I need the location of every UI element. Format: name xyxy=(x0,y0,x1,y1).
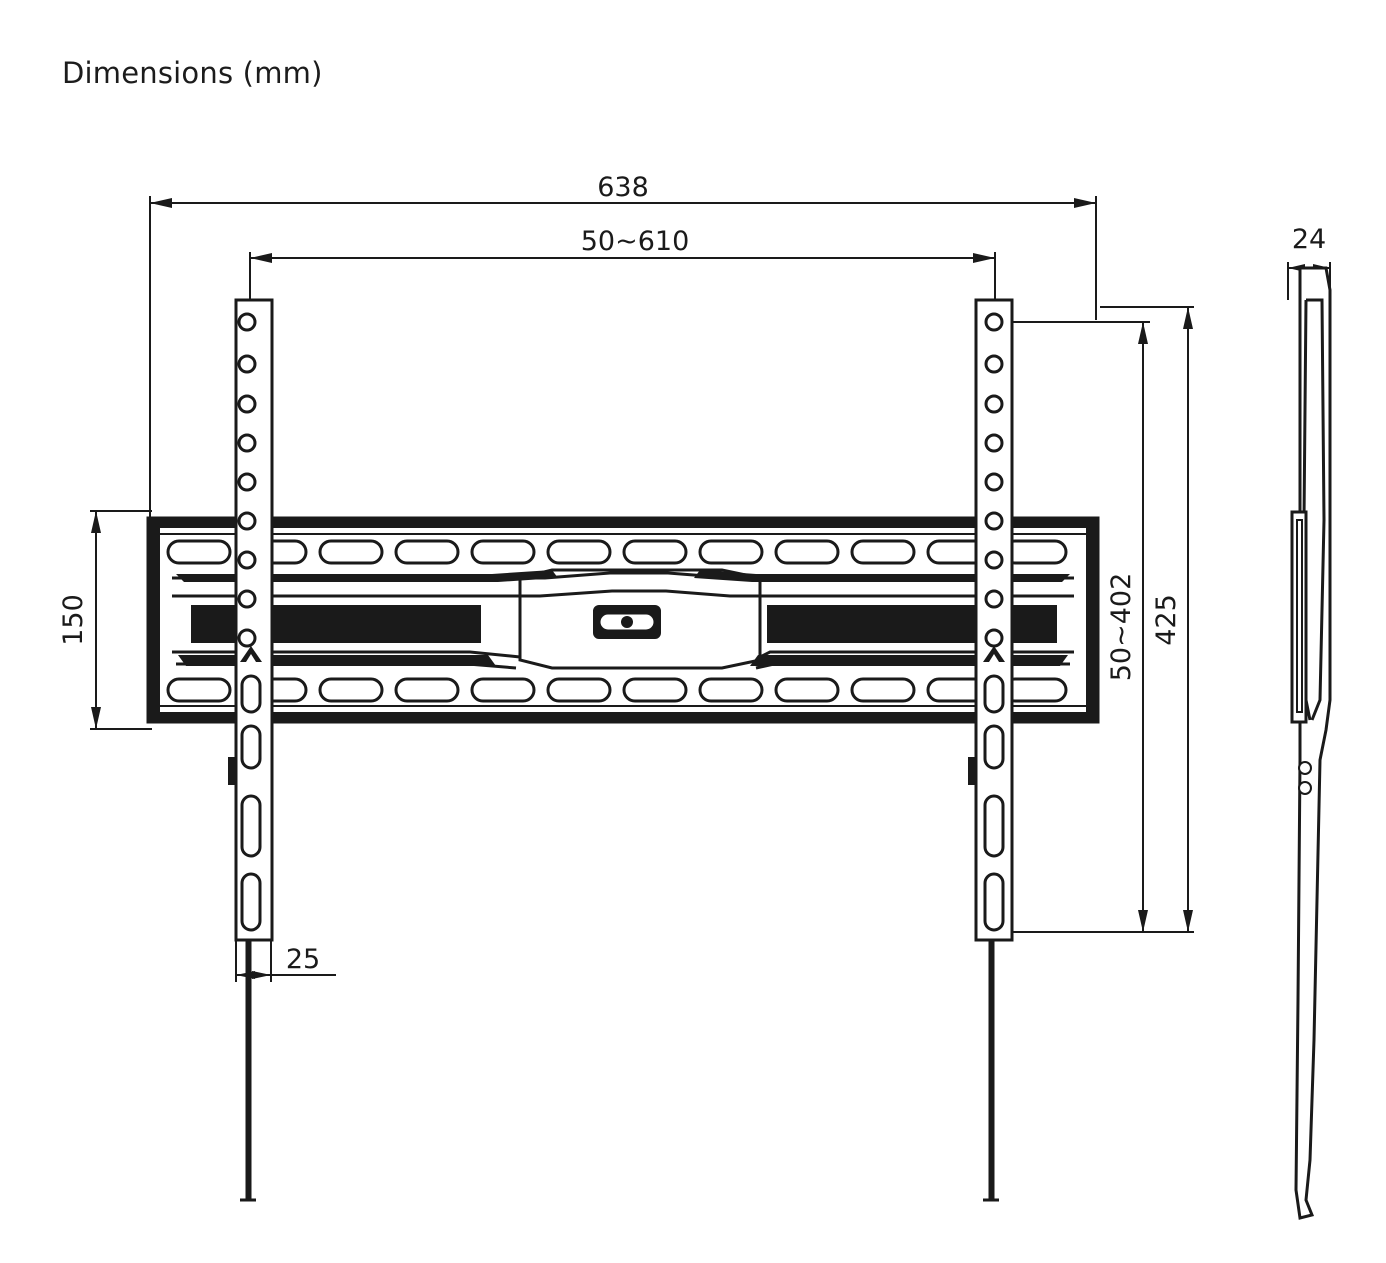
right-rail-holes xyxy=(986,314,1002,646)
front-view xyxy=(148,300,1098,1200)
bubble-level xyxy=(594,606,660,638)
right-vesa-rail xyxy=(976,300,1012,1200)
dimension-rail-width-label: 25 xyxy=(285,944,321,975)
dimension-overall-height-label: 425 xyxy=(1151,594,1182,646)
left-vesa-rail xyxy=(236,300,272,1200)
wall-plate xyxy=(148,518,1098,785)
dimension-profile-depth-label: 24 xyxy=(1291,224,1327,255)
dimension-overall-width-label: 638 xyxy=(597,172,649,203)
side-view xyxy=(1292,268,1330,1218)
dimension-vesa-horizontal-label: 50~610 xyxy=(580,226,690,257)
dimension-wall-plate-height-label: 150 xyxy=(58,594,89,646)
dimension-vesa-vertical-label: 50~402 xyxy=(1106,572,1137,682)
left-rail-holes xyxy=(239,314,255,646)
page-title: Dimensions (mm) xyxy=(62,56,323,90)
